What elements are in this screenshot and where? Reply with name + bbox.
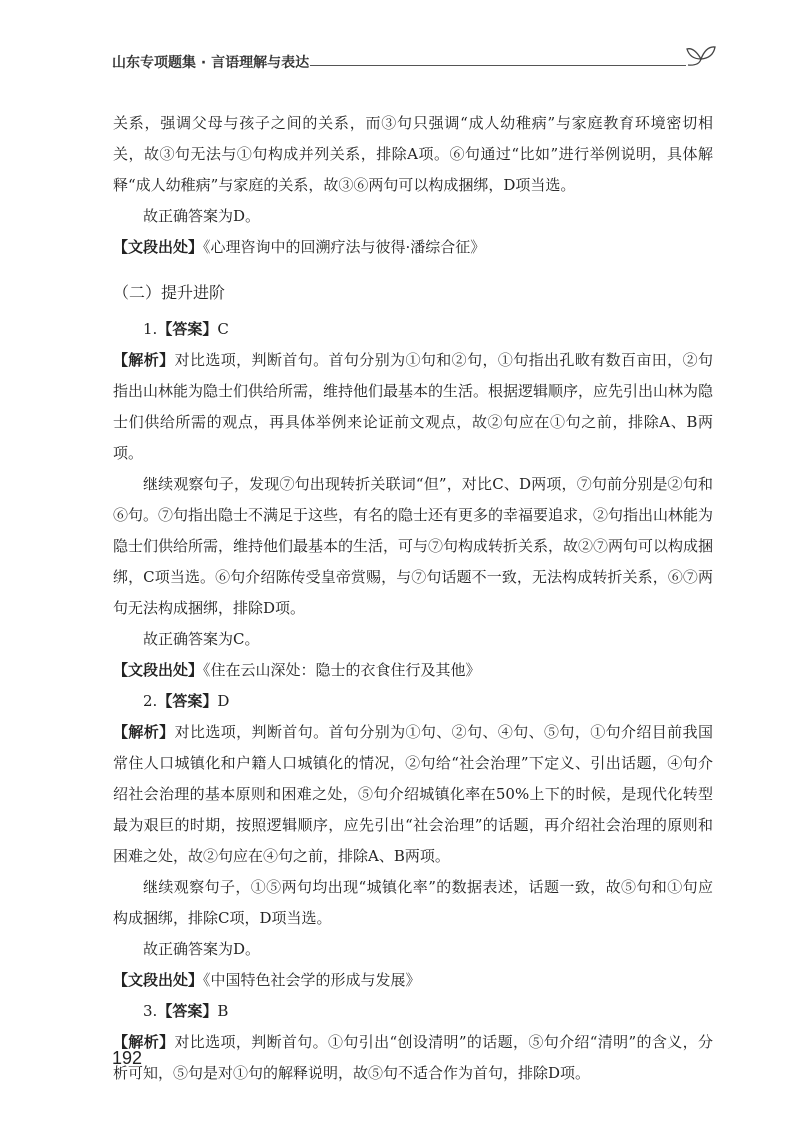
- answer-tag: 【答案】: [157, 692, 218, 710]
- question-1-conclusion: 故正确答案为C。: [143, 630, 260, 648]
- answer-tag: 【答案】: [157, 1002, 218, 1020]
- answer-tag: 【答案】: [157, 320, 218, 338]
- running-header: [112, 52, 716, 76]
- sprout-icon: [684, 42, 718, 72]
- question-1-analysis: [113, 345, 713, 469]
- source-tag: 【文段出处】: [113, 661, 204, 679]
- question-2-answer-line: [113, 686, 713, 717]
- analysis-text: 对比选项，判断首句。首句分别为①句和②句，①句指出孔畋有数百亩田，②句指出山林能为隐士们供给所需，维持他们最基本的生活。根据逻辑顺序，应先引出山林为隐士们供给所需的观点，再具体举例来论证前文观点，故②句应在①句之前，排除A、B两项。: [113, 351, 714, 462]
- question-1-analysis-continued: 继续观察句子，发现⑦句出现转折关联词“但”，对比C、D两项，⑦句前分别是②句和⑥句。⑦句指出隐士不满足于这些，有名的隐士还有更多的幸福要追求，②句指出山林能为隐士们供给所需，维持他们最基本的生活，可与⑦句构成转折关系，故②⑦两句可以构成捆绑，C项当选。⑥句介绍陈传受皇帝赏赐，与⑦句话题不一致，无法构成转折关系，⑥⑦两句无法构成捆绑，排除D项。: [113, 475, 714, 617]
- question-2-conclusion: 故正确答案为D。: [143, 940, 261, 958]
- question-2-source: [113, 965, 713, 996]
- continuation-source: [113, 232, 713, 263]
- section-heading: （二）提升进阶: [113, 283, 226, 302]
- answer-value: B: [217, 1002, 229, 1020]
- page-number: 192: [112, 1048, 143, 1068]
- analysis-tag: 【解析】: [113, 1033, 175, 1051]
- answer-value: C: [217, 320, 229, 338]
- source-text: 《心理咨询中的回溯疗法与彼得·潘综合征》: [203, 238, 486, 256]
- source-tag: 【文段出处】: [113, 238, 204, 256]
- question-3-number: 3.: [143, 1002, 158, 1020]
- continuation-paragraph: 关系，强调父母与孩子之间的关系，而③句只强调“成人幼稚病”与家庭教育环境密切相关，故③句无法与①句构成并列关系，排除A项。⑥句通过“比如”进行举例说明，具体解释“成人幼稚病”与家庭的关系，故③⑥两句可以构成捆绑，D项当选。: [113, 114, 713, 194]
- question-3-answer-line: [113, 996, 713, 1027]
- source-tag: 【文段出处】: [113, 971, 204, 989]
- page-content: [113, 108, 713, 1089]
- question-2-analysis-continued: 继续观察句子，①⑤两句均出现“城镇化率”的数据表述，话题一致，故⑤句和①句应构成捆绑，排除C项，D项当选。: [113, 878, 713, 927]
- analysis-tag: 【解析】: [113, 351, 175, 369]
- header-rule: [310, 65, 686, 66]
- question-1-answer-line: [113, 314, 713, 345]
- analysis-text: 对比选项，判断首句。首句分别为①句、②句、④句、⑤句，①句介绍目前我国常住人口城镇化和户籍人口城镇化的情况，②句给“社会治理”下定义、引出话题，④句介绍社会治理的基本原则和困难之处，⑤句介绍城镇化率在50%上下的时候，是现代化转型最为艰巨的时期，按照逻辑顺序，应先引出“社会治理”的话题，再介绍社会治理的原则和困难之处，故②句应在④句之前，排除A、B两项。: [113, 723, 713, 865]
- answer-value: D: [217, 692, 230, 710]
- question-1-number: 1.: [143, 320, 158, 338]
- question-2-number: 2.: [143, 692, 158, 710]
- question-1-source: [113, 655, 713, 686]
- analysis-text: 对比选项，判断首句。①句引出“创设清明”的话题，⑤句介绍“清明”的含义，分析可知，⑤句是对①句的解释说明，故⑤句不适合作为首句，排除D项。: [113, 1033, 713, 1082]
- header-title: 山东专项题集 · 言语理解与表达: [112, 55, 310, 71]
- question-3-analysis: [113, 1027, 713, 1089]
- source-text: 《住在云山深处：隐士的衣食住行及其他》: [203, 661, 481, 679]
- source-text: 《中国特色社会学的形成与发展》: [203, 971, 421, 989]
- continuation-answer: 故正确答案为D。: [143, 207, 261, 225]
- analysis-tag: 【解析】: [113, 723, 175, 741]
- question-2-analysis: [113, 717, 713, 872]
